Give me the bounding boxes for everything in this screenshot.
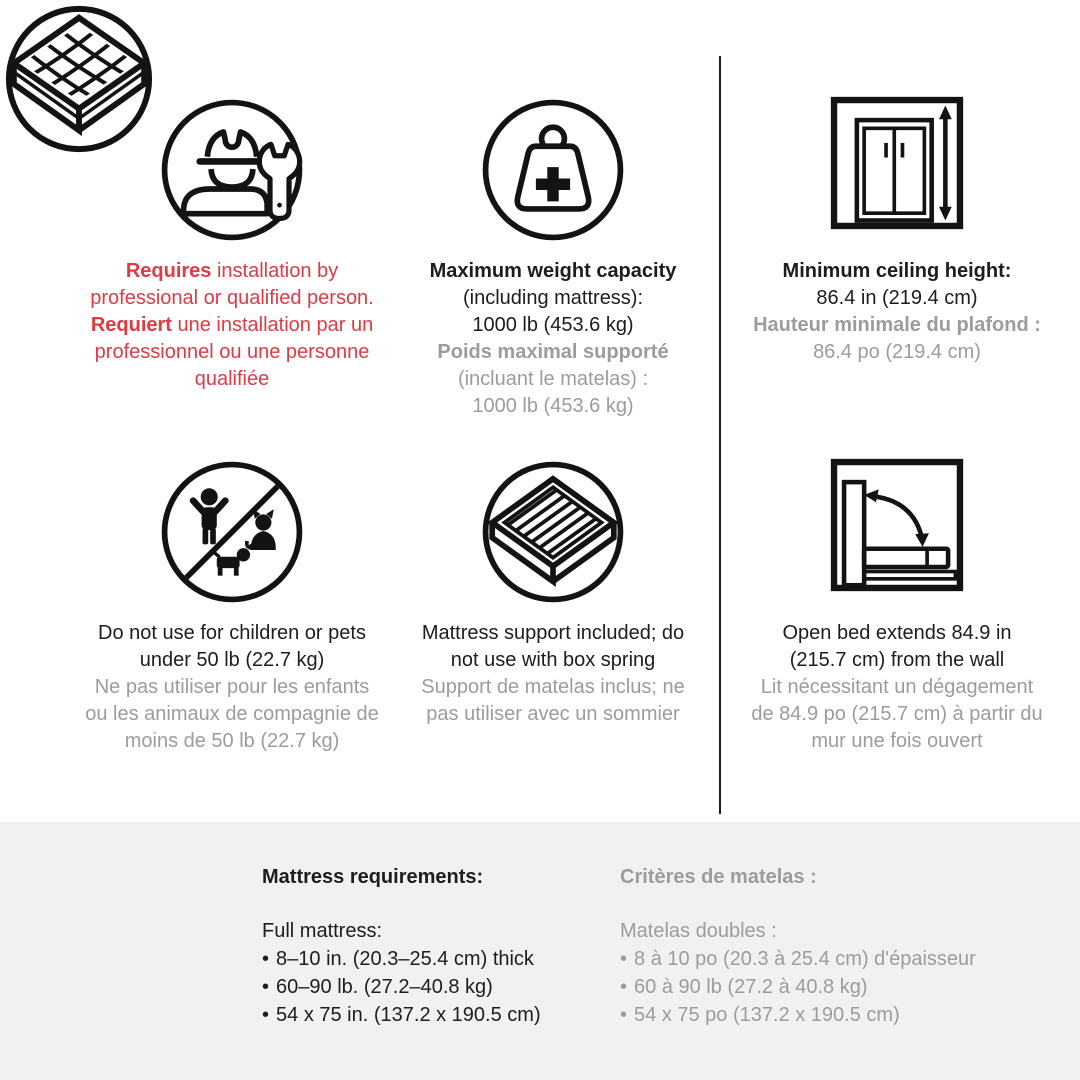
list-item: • 60 à 90 lb (27.2 à 40.8 kg) bbox=[620, 973, 1065, 1001]
ceiling-text-fr: Hauteur minimale du plafond : 86.4 po (219.4 cm) bbox=[753, 314, 1041, 363]
weight-capacity-card bbox=[403, 94, 703, 420]
support-text-en: Mattress support included; do not use with box spring bbox=[421, 622, 685, 671]
mattress-support-card bbox=[403, 456, 703, 728]
mattress-req-title-fr: Critères de matelas : bbox=[620, 866, 817, 888]
install-requirement-card bbox=[40, 94, 424, 393]
mattress-req-list-fr bbox=[620, 945, 1065, 1029]
children-text-fr: Ne pas utiliser pour les enfants ou les animaux de compagnie de moins de 50 lb (22.7 kg) bbox=[85, 676, 379, 752]
mattress-req-title-en: Mattress requirements: bbox=[262, 866, 484, 888]
vertical-divider bbox=[719, 56, 721, 814]
mattress-req-list-en bbox=[262, 945, 607, 1029]
list-item: • 8 à 10 po (20.3 à 25.4 cm) d'épaisseur bbox=[620, 945, 1065, 973]
murphy-bed-open-icon bbox=[824, 452, 970, 598]
open-bed-extension-card bbox=[726, 452, 1068, 755]
slat-support-icon bbox=[477, 456, 629, 608]
install-text-fr: Requiert une installation par un professionnel ou une personne qualifiée bbox=[90, 314, 374, 390]
weight-capacity-icon bbox=[477, 94, 629, 246]
ceiling-text-en: Minimum ceiling height: 86.4 in (219.4 cm) bbox=[782, 260, 1012, 309]
no-children-pets-card bbox=[40, 456, 424, 755]
list-item: • 54 x 75 po (137.2 x 190.5 cm) bbox=[620, 1001, 1065, 1029]
list-item: • 8–10 in. (20.3–25.4 cm) thick bbox=[262, 945, 607, 973]
support-text-fr: Support de matelas inclus; ne pas utiliser avec un sommier bbox=[421, 676, 685, 725]
weight-text-fr: Poids maximal supporté (incluant le matelas) : 1000 lb (453.6 kg) bbox=[437, 341, 669, 417]
children-text-en: Do not use for children or pets under 50 lb (22.7 kg) bbox=[98, 622, 366, 671]
ceiling-height-icon bbox=[824, 90, 970, 236]
install-text-en: Requires installation by professional or qualified person. bbox=[90, 260, 374, 309]
openbed-text-en: Open bed extends 84.9 in (215.7 cm) from the wall bbox=[782, 622, 1012, 671]
ceiling-height-card bbox=[726, 90, 1068, 366]
openbed-text-fr: Lit nécessitant un dégagement de 84.9 po (215.7 cm) à partir du mur une fois ouvert bbox=[751, 676, 1043, 752]
list-item: • 60–90 lb. (27.2–40.8 kg) bbox=[262, 973, 607, 1001]
no-children-pets-icon bbox=[156, 456, 308, 608]
mattress-requirements-en bbox=[262, 866, 607, 1029]
mattress-requirements-fr bbox=[620, 866, 1065, 1029]
mattress-req-subtitle-fr: Matelas doubles : bbox=[620, 920, 777, 942]
mattress-req-subtitle-en: Full mattress: bbox=[262, 920, 383, 942]
weight-text-en: Maximum weight capacity (including mattress): 1000 lb (453.6 kg) bbox=[429, 260, 677, 336]
installer-wrench-icon bbox=[156, 94, 308, 246]
list-item: • 54 x 75 in. (137.2 x 190.5 cm) bbox=[262, 1001, 607, 1029]
